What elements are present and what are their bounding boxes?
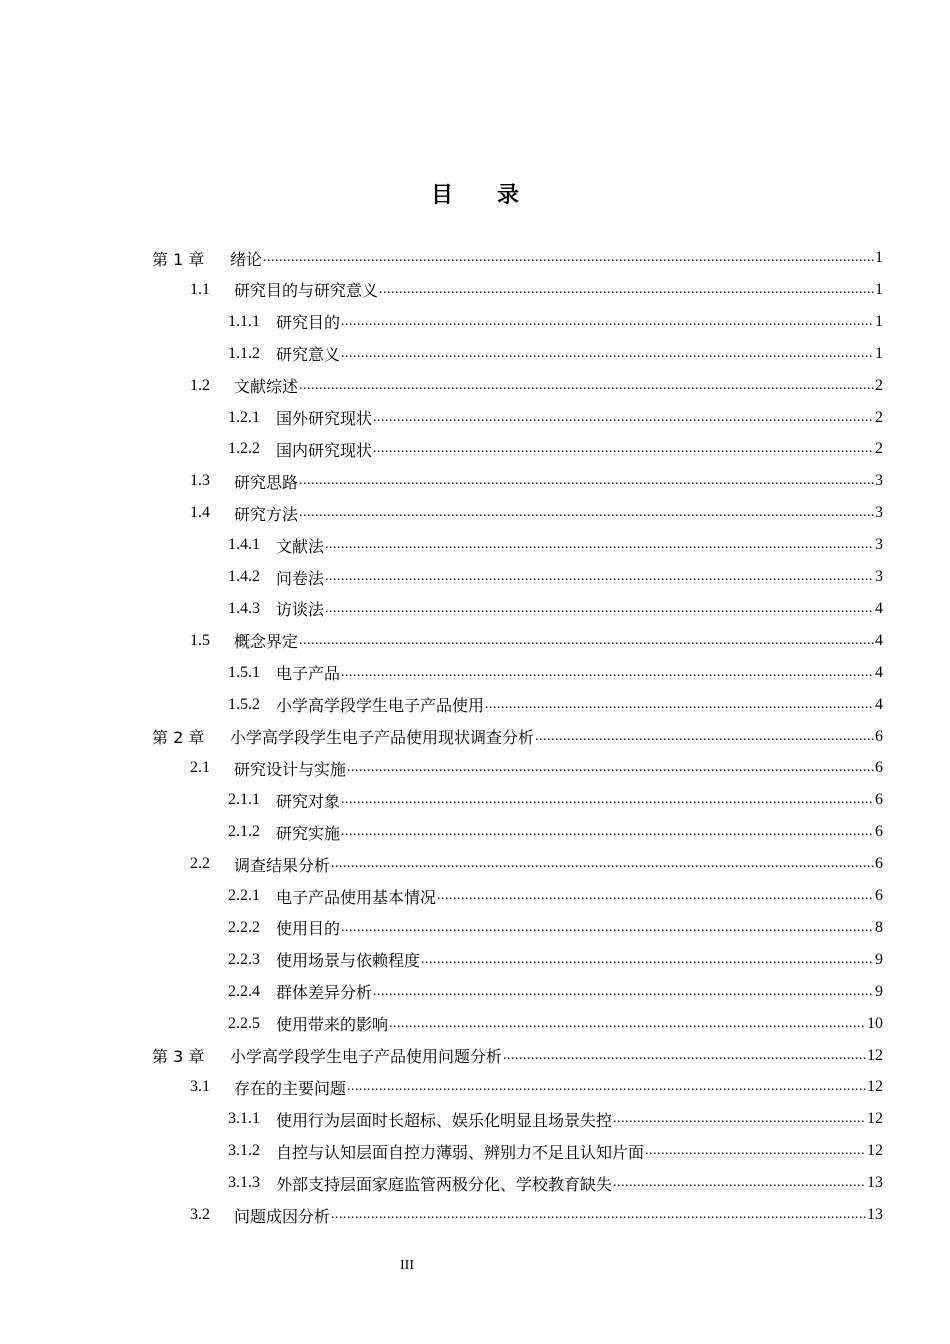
toc-entry-number: 2.2.1 (228, 887, 260, 904)
toc-entry-number: 3.1.3 (228, 1174, 260, 1192)
toc-entry[interactable] (228, 1135, 883, 1167)
toc-entry-title: 研究对象 (276, 793, 341, 811)
toc-entry-number: 2.2.4 (228, 982, 260, 1000)
toc-entry[interactable] (190, 752, 883, 784)
toc-entry-title: 研究设计与实施 (234, 761, 347, 779)
dot-leader (325, 568, 874, 586)
dot-leader (341, 345, 874, 363)
toc-entry-title: 使用场景与依赖程度 (276, 953, 421, 971)
toc-entry-title: 问卷法 (276, 570, 325, 588)
toc-entry-number: 1.3 (190, 472, 210, 490)
toc-entry[interactable] (228, 912, 883, 944)
toc-entry-number: 2.1.1 (228, 791, 260, 809)
toc-entry[interactable] (228, 1167, 883, 1199)
dot-leader (299, 632, 874, 650)
toc-entry-title: 调查结果分析 (234, 857, 331, 875)
toc-entry-page: 12 (867, 1142, 883, 1160)
toc-entry-page: 6 (875, 791, 883, 809)
toc-entry-number: 2.2.3 (228, 950, 260, 968)
toc-entry-title: 小学高学段学生电子产品使用现状调查分析 (230, 728, 535, 747)
dot-leader (421, 951, 874, 969)
toc-entry-page: 3 (875, 568, 883, 585)
toc-entry[interactable] (228, 816, 883, 848)
toc-entry-page: 4 (875, 695, 883, 713)
toc-entry-page: 1 (875, 280, 883, 298)
toc-entry-title: 国外研究现状 (276, 411, 373, 428)
toc-entry-page: 9 (875, 982, 883, 1000)
toc-entry-page: 4 (875, 663, 883, 681)
toc-entry[interactable] (228, 561, 883, 593)
dot-leader (373, 440, 874, 458)
toc-entry[interactable] (152, 242, 883, 274)
toc-entry-page: 2 (875, 440, 883, 458)
toc-entry-number: 1.5.2 (228, 695, 260, 713)
toc-entry-title: 概念界定 (234, 634, 299, 652)
toc-entry-page: 2 (875, 408, 883, 426)
page-title: 目录 (430, 183, 563, 208)
dot-leader (341, 313, 874, 331)
toc-entry-title: 研究思路 (234, 474, 299, 492)
toc-entry[interactable] (228, 976, 883, 1008)
dot-leader (341, 823, 874, 841)
toc-entry-title: 小学高学段学生电子产品使用问题分析 (230, 1047, 503, 1066)
toc-entry-number: 1.5 (190, 631, 210, 649)
toc-entry-page: 8 (875, 918, 883, 936)
toc-entry-number: 1.2 (190, 376, 210, 394)
toc-entry-page: 3 (875, 504, 883, 522)
toc-entry-title: 使用行为层面时长超标、娱乐化明显且场景失控 (276, 1112, 613, 1130)
toc-entry[interactable] (228, 880, 883, 912)
toc-entry-number: 1.2.2 (228, 440, 260, 458)
toc-entry-title: 研究目的 (276, 315, 341, 333)
toc-entry[interactable] (190, 1199, 883, 1231)
dot-leader (325, 536, 874, 554)
toc-entry-page: 4 (875, 599, 883, 617)
toc-entry-number: 2.2 (190, 855, 210, 873)
toc-entry-title: 研究目的与研究意义 (234, 283, 379, 301)
toc-entry-number: 第 2 章 (152, 728, 205, 747)
toc-entry[interactable] (190, 848, 883, 880)
toc-entry-number: 3.2 (190, 1206, 210, 1223)
dot-leader (379, 281, 874, 299)
toc-entry-title: 存在的主要问题 (234, 1080, 347, 1098)
dot-leader (613, 1174, 866, 1192)
dot-leader (437, 887, 874, 905)
toc-entry[interactable] (190, 1071, 883, 1103)
toc-entry-page: 1 (875, 344, 883, 362)
toc-entry[interactable] (228, 1008, 883, 1040)
toc-entry-number: 1.1 (190, 280, 210, 298)
toc-entry-page: 6 (875, 887, 883, 904)
toc-entry-title: 国内研究现状 (276, 442, 373, 460)
toc-entry-page: 10 (867, 1014, 883, 1032)
toc-entry-number: 1.2.1 (228, 408, 260, 426)
toc-entry-page: 4 (875, 631, 883, 649)
toc-entry-page: 6 (875, 727, 883, 745)
toc-entry-page: 6 (875, 855, 883, 873)
toc-entry-number: 3.1 (190, 1078, 210, 1096)
toc-entry-number: 1.1.1 (228, 312, 260, 330)
toc-entry-number: 1.4.3 (228, 599, 260, 617)
toc-entry-page: 1 (875, 249, 883, 266)
dot-leader (347, 1078, 866, 1096)
toc-entry-title: 使用目的 (276, 921, 341, 939)
dot-leader (341, 919, 874, 937)
toc-entry[interactable] (228, 1103, 883, 1135)
toc-entry[interactable] (190, 497, 883, 529)
toc-entry-page: 3 (875, 536, 883, 554)
dot-leader (331, 855, 874, 873)
toc-entry-number: 1.4 (190, 504, 210, 522)
toc-entry-title: 电子产品使用基本情况 (276, 889, 437, 907)
toc-entry-page: 9 (875, 950, 883, 968)
toc-entry[interactable] (228, 433, 883, 465)
toc-entry-title: 群体差异分析 (276, 985, 373, 1003)
dot-leader (347, 759, 874, 777)
page-number: III (400, 1258, 414, 1273)
dot-leader (299, 472, 874, 490)
dot-leader (613, 1110, 866, 1128)
toc-entry-title: 研究方法 (234, 506, 299, 524)
toc-entry-page: 12 (867, 1046, 883, 1064)
toc-entry[interactable] (228, 306, 883, 338)
toc-entry[interactable] (228, 338, 883, 370)
toc-entry-title: 外部支持层面家庭监管两极分化、学校教育缺失 (276, 1176, 613, 1194)
toc-entry-number: 3.1.2 (228, 1142, 260, 1160)
toc-entry[interactable] (228, 944, 883, 976)
dot-leader (645, 1142, 866, 1160)
toc-entry-page: 2 (875, 376, 883, 394)
dot-leader (485, 696, 874, 714)
toc-entry[interactable] (228, 657, 883, 689)
toc-entry-number: 1.1.2 (228, 344, 260, 362)
toc-entry-page: 12 (867, 1110, 883, 1128)
dot-leader (331, 1206, 866, 1224)
toc-entry[interactable] (228, 402, 883, 434)
toc-entry-page: 6 (875, 759, 883, 777)
toc-entry-title: 研究意义 (276, 347, 341, 365)
toc-entry-page: 13 (867, 1206, 883, 1223)
toc-entry[interactable] (228, 784, 883, 816)
toc-entry-number: 2.2.5 (228, 1014, 260, 1032)
toc-entry-title: 使用带来的影响 (276, 1017, 389, 1035)
toc-entry[interactable] (190, 274, 883, 306)
toc-entry-number: 1.5.1 (228, 663, 260, 681)
toc-entry[interactable] (190, 625, 883, 657)
dot-leader (535, 728, 874, 746)
toc-entry-title: 问题成因分析 (234, 1208, 331, 1226)
toc-entry[interactable] (152, 1040, 883, 1072)
toc-entry-page: 1 (875, 312, 883, 330)
toc-entry[interactable] (152, 721, 883, 753)
toc-entry[interactable] (228, 529, 883, 561)
toc-entry-title: 小学高学段学生电子产品使用 (276, 698, 485, 716)
toc-entry-number: 第 3 章 (152, 1047, 205, 1066)
toc-entry-page: 6 (875, 823, 883, 841)
dot-leader (341, 664, 874, 682)
toc-entry[interactable] (190, 465, 883, 497)
toc-entry-number: 3.1.1 (228, 1110, 260, 1128)
toc-entry-number: 1.4.1 (228, 536, 260, 554)
toc-entry-title: 研究实施 (276, 825, 341, 843)
toc-entry[interactable] (190, 370, 883, 402)
dot-leader (263, 249, 874, 267)
toc-entry-number: 2.1 (190, 759, 210, 777)
dot-leader (389, 1015, 866, 1033)
dot-leader (299, 377, 874, 395)
toc-entry-title: 绪论 (230, 249, 263, 269)
toc-entry-page: 3 (875, 472, 883, 490)
toc-entry-title: 访谈法 (276, 602, 325, 620)
dot-leader (325, 600, 874, 618)
dot-leader (373, 983, 874, 1001)
toc-entry-number: 第 1 章 (152, 249, 205, 269)
dot-leader (299, 504, 874, 522)
dot-leader (373, 409, 874, 427)
toc-entry-number: 1.4.2 (228, 568, 260, 585)
toc-entry-title: 文献综述 (234, 379, 299, 397)
toc-entry-page: 13 (867, 1174, 883, 1192)
toc-entry[interactable] (228, 689, 883, 721)
dot-leader (341, 791, 874, 809)
toc-entry-page: 12 (867, 1078, 883, 1096)
toc-entry-number: 2.1.2 (228, 823, 260, 841)
toc-entry-number: 2.2.2 (228, 918, 260, 936)
dot-leader (503, 1047, 866, 1065)
toc-entry-title: 电子产品 (276, 666, 341, 684)
toc-entry[interactable] (228, 593, 883, 625)
toc-entry-title: 文献法 (276, 538, 325, 556)
toc-entry-title: 自控与认知层面自控力薄弱、辨别力不足且认知片面 (276, 1144, 645, 1162)
